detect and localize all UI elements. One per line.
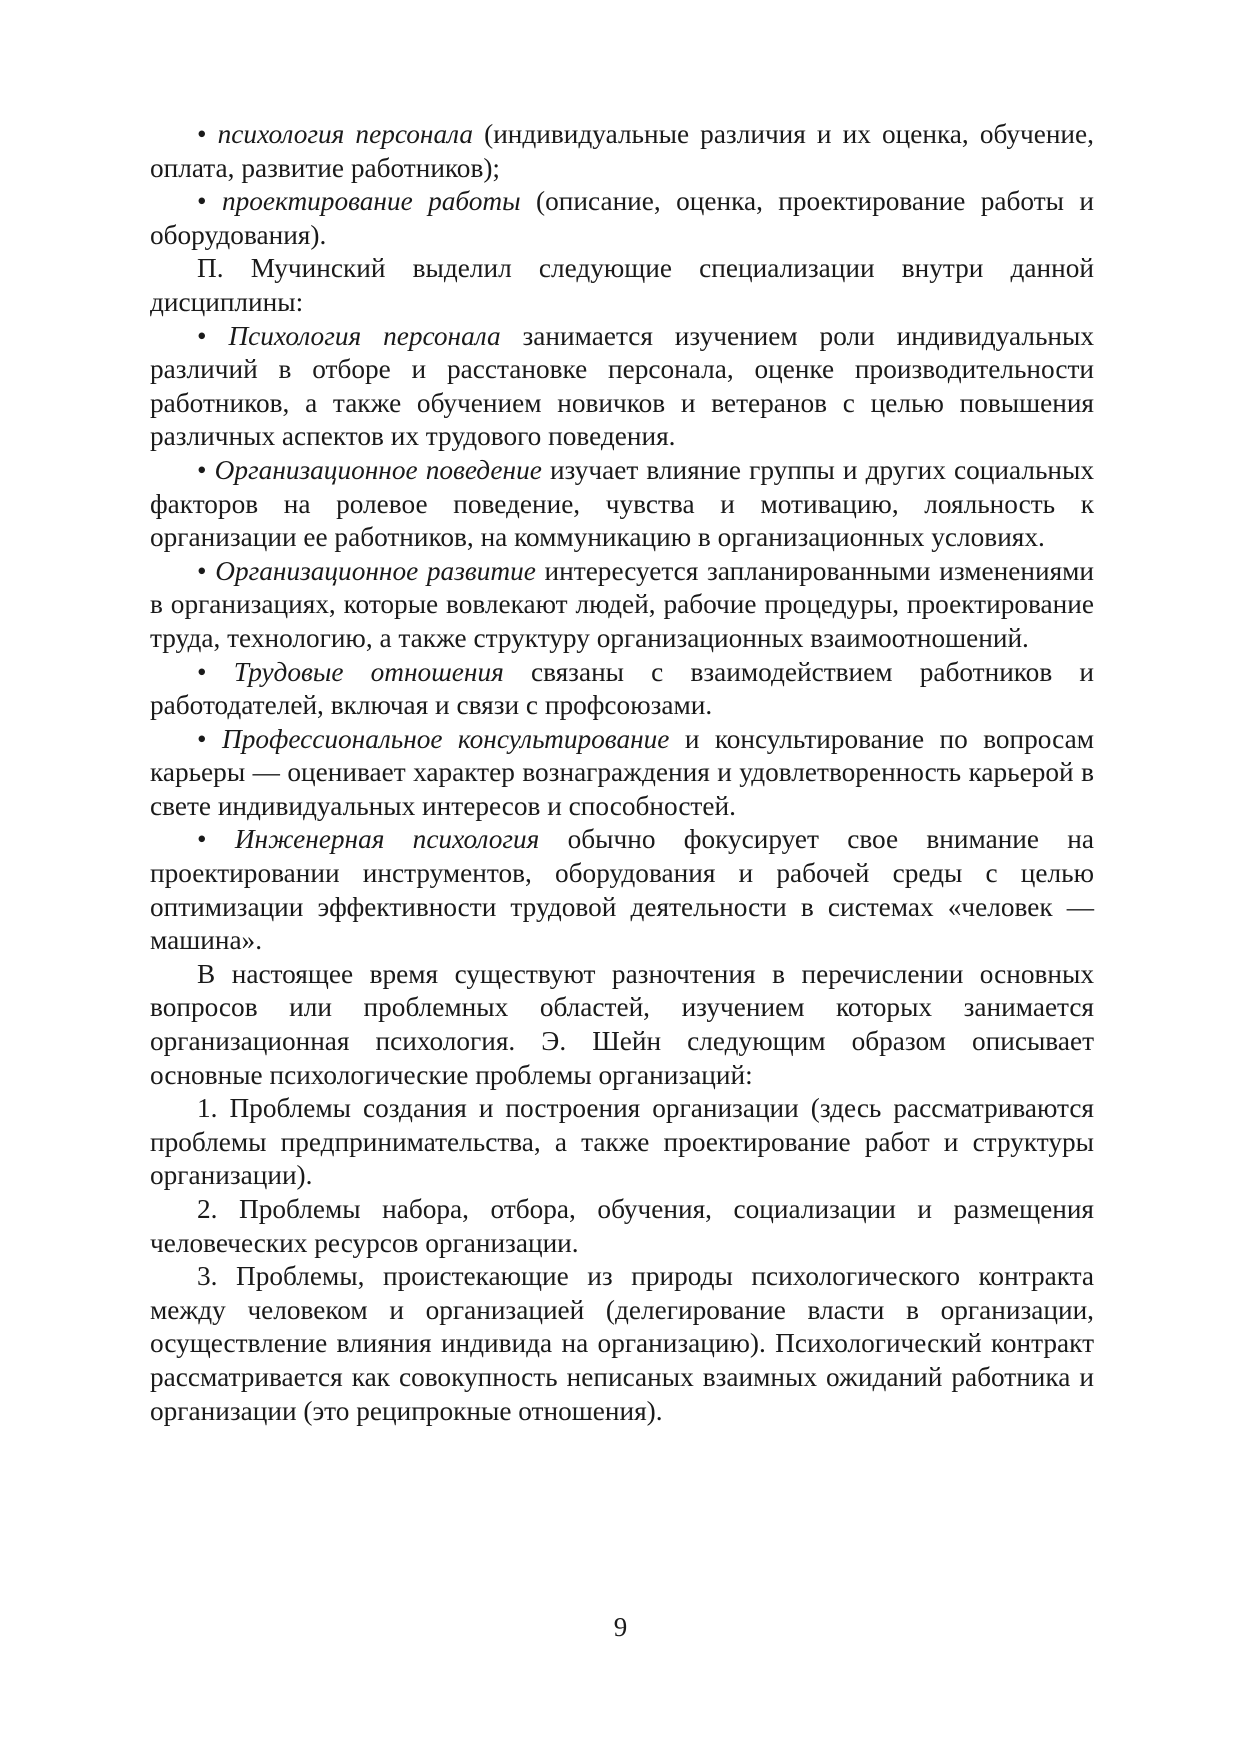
specialization-term: Организационное развитие: [215, 555, 536, 586]
bullet-item: [150, 118, 1094, 185]
specialization-item: [150, 320, 1094, 454]
bullet-symbol: •: [197, 119, 218, 149]
specialization-item: [150, 823, 1094, 957]
bullet-symbol: •: [197, 454, 215, 485]
bullet-term: проектирование работы: [221, 186, 521, 217]
specialization-term: Профессиональное консультирование: [222, 723, 670, 754]
specialization-text: обычно фокусирует свое внимание на проектировании инструментов, оборудования и рабочей среды с целью оптимизации эффективности трудовой деятельности в системах «человек — машина».: [150, 824, 1095, 956]
specialization-term: Трудовые отношения: [233, 656, 504, 687]
specialization-text: связаны с взаимодействием работников и работодателей, включая и связи с профсоюзами.: [150, 656, 1094, 721]
specialization-text: занимается изучением роли индивидуальных различий в отборе и расстановке персонала, оценке производительности работников, а также обучением новичков и ветеранов с целью повышения различных аспектов их трудового поведения.: [150, 320, 1094, 452]
specialization-item: [150, 656, 1094, 723]
bullet-symbol: •: [197, 555, 216, 586]
problem-item: 2. Проблемы набора, отбора, обучения, социализации и размещения человеческих ресурсов организации.: [150, 1194, 1094, 1258]
bullet-symbol: •: [197, 186, 222, 217]
specialization-term: Психология персонала: [228, 320, 501, 351]
bullet-symbol: •: [197, 824, 235, 855]
specialization-term: Инженерная психология: [234, 824, 540, 855]
bullet-symbol: •: [197, 723, 222, 754]
specialization-item: [150, 555, 1094, 656]
specialization-text: и консультирование по вопросам карьеры — оценивает характер вознаграждения и удовлетворенность карьерой в свете индивидуальных интересов и способностей.: [150, 723, 1094, 821]
bullet-symbol: •: [197, 656, 234, 687]
bullet-text: (индивидуальные различия и их оценка, обучение, оплата, развитие работников);: [150, 119, 1094, 183]
bullet-item: [150, 185, 1094, 252]
problem-item: 3. Проблемы, проистекающие из природы психологического контракта между человеком и организацией (делегирование власти в организации, осуществление влияния индивида на организацию). Психологический контракт рассматривается как совокупность неписаных взаимных ожиданий работника и организации (это реципрокные отношения).: [150, 1261, 1094, 1426]
specialization-text: интересуется запланированными изменениями в организациях, которые вовлекают людей, рабочие процедуры, проектирование труда, технологию, а также структуру организационных взаимоотношений.: [150, 555, 1094, 653]
paragraph-current: В настоящее время существуют разночтения в перечислении основных вопросов или проблемных областей, изучением которых занимается организационная психология. Э. Шейн следующим образом описывает основные психологические проблемы организаций:: [150, 958, 1094, 1090]
bullet-text: (описание, оценка, проектирование работы и оборудования).: [150, 186, 1094, 250]
page-number: 9: [613, 1612, 628, 1642]
specialization-item: [150, 454, 1094, 555]
bullet-term: психология персонала: [217, 119, 474, 149]
specialization-term: Организационное поведение: [214, 454, 542, 485]
problem-item: 1. Проблемы создания и построения организации (здесь рассматриваются проблемы предпринимательства, а также проектирование работ и структуры организации).: [150, 1093, 1094, 1191]
specialization-text: изучает влияние группы и других социальных факторов на ролевое поведение, чувства и мотивацию, лояльность к организации ее работников, на коммуникацию в организационных условиях.: [150, 454, 1094, 553]
bullet-symbol: •: [197, 320, 229, 351]
document-body: [150, 118, 1094, 1428]
specialization-item: [150, 723, 1094, 824]
paragraph-muchinsky: П. Мучинский выделил следующие специализации внутри данной дисциплины:: [150, 253, 1094, 317]
